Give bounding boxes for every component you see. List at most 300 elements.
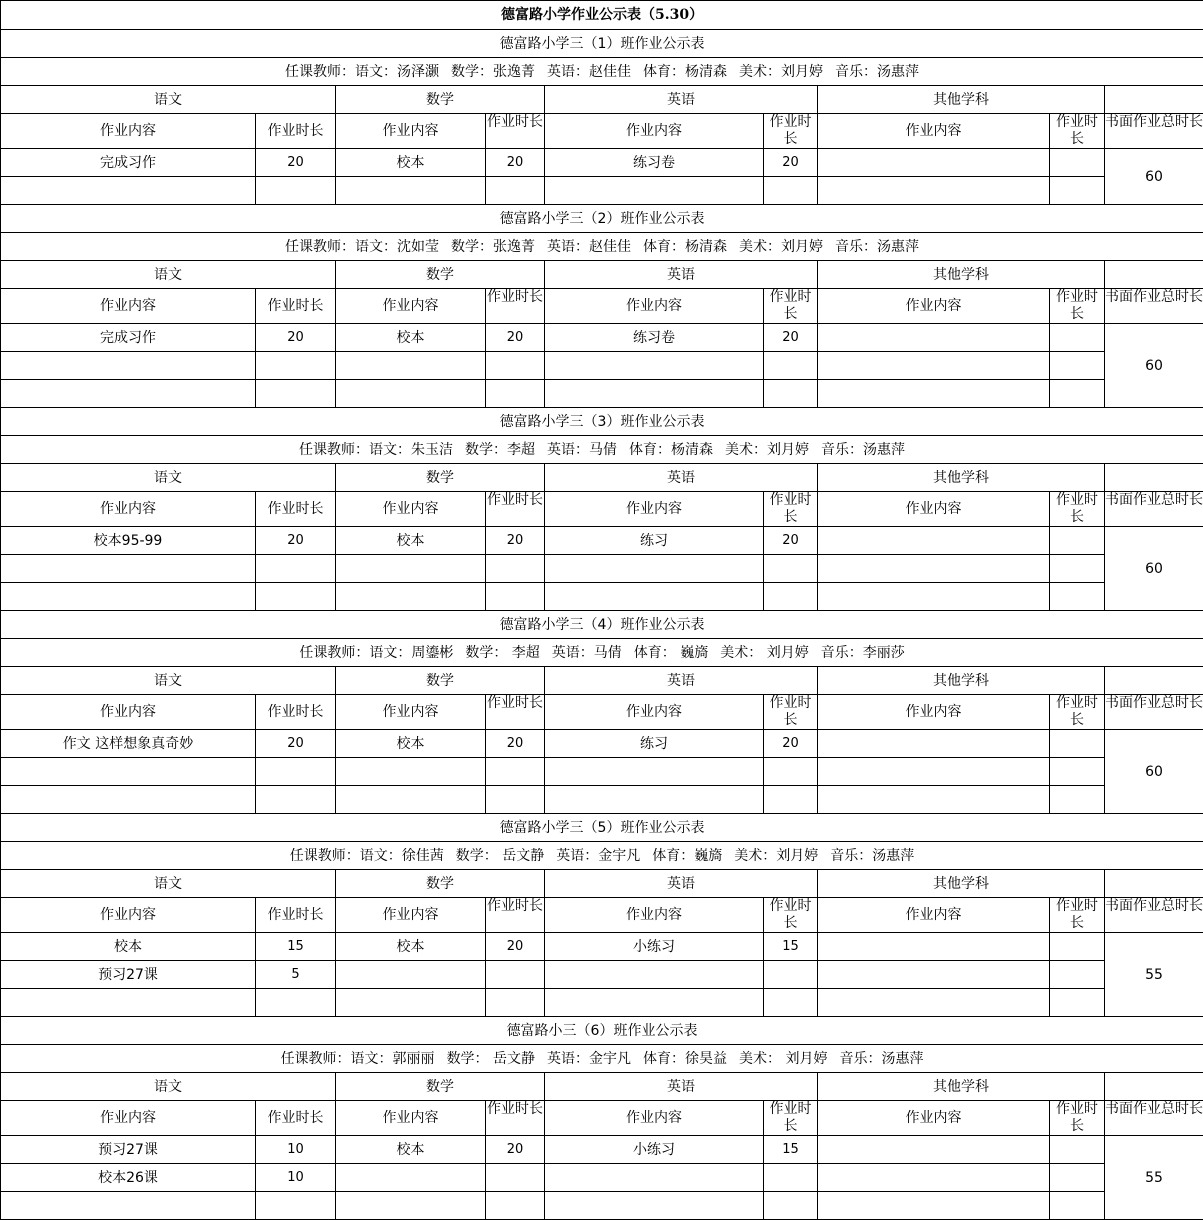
other-duration	[1050, 583, 1105, 611]
col-duration: 作业时长	[486, 492, 545, 527]
other-content	[818, 555, 1050, 583]
math-content	[336, 758, 486, 786]
other-content	[818, 583, 1050, 611]
col-duration: 作业时长	[764, 1101, 818, 1136]
math-duration: 20	[486, 527, 545, 555]
chinese-duration	[256, 583, 336, 611]
chinese-duration	[256, 177, 336, 205]
teacher-entry: 任课教师：语文：周鎏彬	[299, 645, 453, 661]
subject-other: 其他学科	[818, 86, 1105, 114]
english-duration	[764, 583, 818, 611]
english-content	[545, 352, 764, 380]
other-content	[818, 758, 1050, 786]
math-duration: 20	[486, 1136, 545, 1164]
teachers-row	[1, 1045, 1203, 1073]
chinese-duration	[256, 352, 336, 380]
other-content	[818, 961, 1050, 989]
teacher-entry: 美术： 刘月婷	[739, 1051, 827, 1067]
other-duration	[1050, 786, 1105, 814]
english-duration	[764, 961, 818, 989]
math-duration	[486, 555, 545, 583]
teacher-entry: 任课教师：语文：徐佳茜	[290, 848, 444, 864]
math-duration	[486, 1164, 545, 1192]
teacher-entry: 美术：刘月婷	[739, 239, 823, 255]
subject-math: 数学	[336, 870, 545, 898]
subject-math: 数学	[336, 667, 545, 695]
teacher-entry: 数学：张逸菁	[451, 64, 535, 80]
table-row	[1, 324, 1203, 352]
english-content	[545, 758, 764, 786]
col-content: 作业内容	[818, 898, 1050, 933]
table-row	[1, 1136, 1203, 1164]
english-duration	[764, 1192, 818, 1220]
teacher-entry: 数学：张逸菁	[451, 239, 535, 255]
math-duration	[486, 786, 545, 814]
chinese-duration	[256, 1192, 336, 1220]
table-row	[1, 380, 1203, 408]
teacher-entry: 英语：金宇凡	[556, 848, 640, 864]
table-row	[1, 989, 1203, 1017]
col-duration: 作业时长	[256, 1101, 336, 1136]
section-title: 德富路小学三（4）班作业公示表	[1, 611, 1203, 639]
math-content	[336, 786, 486, 814]
subject-other: 其他学科	[818, 870, 1105, 898]
empty-cell	[1105, 261, 1203, 289]
table-row	[1, 1164, 1203, 1192]
english-content	[545, 583, 764, 611]
col-total-duration: 书面作业总时长	[1105, 114, 1203, 149]
other-duration	[1050, 1192, 1105, 1220]
subject-other: 其他学科	[818, 1073, 1105, 1101]
col-duration: 作业时长	[486, 114, 545, 149]
math-content: 校本	[336, 933, 486, 961]
section-title: 德富路小三（6）班作业公示表	[1, 1017, 1203, 1045]
english-content	[545, 961, 764, 989]
english-content	[545, 1192, 764, 1220]
col-duration: 作业时长	[1050, 114, 1105, 149]
subject-other: 其他学科	[818, 261, 1105, 289]
english-duration: 20	[764, 149, 818, 177]
subject-header-row	[1, 667, 1203, 695]
table-row	[1, 786, 1203, 814]
teacher-entry: 美术：刘月婷	[725, 442, 809, 458]
table-row	[1, 961, 1203, 989]
chinese-duration: 10	[256, 1164, 336, 1192]
chinese-content	[1, 380, 256, 408]
other-content	[818, 324, 1050, 352]
math-duration: 20	[486, 149, 545, 177]
teacher-entry: 体育：巍旖	[652, 848, 722, 864]
chinese-content	[1, 1192, 256, 1220]
section-title-row	[1, 1017, 1203, 1045]
subject-english: 英语	[545, 870, 818, 898]
chinese-content: 校本26课	[1, 1164, 256, 1192]
subject-header-row	[1, 86, 1203, 114]
math-content: 校本	[336, 1136, 486, 1164]
english-duration: 15	[764, 933, 818, 961]
total-duration: 60	[1105, 149, 1203, 205]
section-title-row	[1, 205, 1203, 233]
math-duration	[486, 380, 545, 408]
english-duration: 15	[764, 1136, 818, 1164]
col-duration: 作业时长	[256, 289, 336, 324]
col-content: 作业内容	[545, 492, 764, 527]
col-duration: 作业时长	[486, 1101, 545, 1136]
chinese-duration	[256, 555, 336, 583]
table-row	[1, 583, 1203, 611]
col-content: 作业内容	[1, 492, 256, 527]
subject-english: 英语	[545, 464, 818, 492]
teachers-row	[1, 233, 1203, 261]
table-row	[1, 352, 1203, 380]
chinese-content	[1, 989, 256, 1017]
subject-english: 英语	[545, 667, 818, 695]
chinese-duration	[256, 989, 336, 1017]
total-duration: 55	[1105, 1136, 1203, 1220]
col-duration: 作业时长	[1050, 898, 1105, 933]
col-total-duration: 书面作业总时长	[1105, 695, 1203, 730]
other-content	[818, 352, 1050, 380]
chinese-content	[1, 555, 256, 583]
chinese-content	[1, 352, 256, 380]
section-title-row	[1, 814, 1203, 842]
subject-math: 数学	[336, 261, 545, 289]
col-total-duration: 书面作业总时长	[1105, 1101, 1203, 1136]
col-content: 作业内容	[1, 289, 256, 324]
column-header-row	[1, 492, 1203, 527]
math-duration	[486, 583, 545, 611]
teacher-entry: 音乐：李丽莎	[821, 645, 905, 661]
teachers-line	[1, 639, 1203, 667]
teacher-entry: 任课教师：语文：郭丽丽	[281, 1051, 435, 1067]
column-header-row	[1, 114, 1203, 149]
teachers-line	[1, 1045, 1203, 1073]
teacher-entry: 任课教师：语文：朱玉洁	[299, 442, 453, 458]
math-content	[336, 583, 486, 611]
math-content	[336, 352, 486, 380]
teachers-line	[1, 58, 1203, 86]
subject-math: 数学	[336, 464, 545, 492]
teacher-entry: 音乐：汤惠萍	[835, 239, 919, 255]
total-duration: 60	[1105, 730, 1203, 814]
teacher-entry: 音乐：汤惠萍	[835, 64, 919, 80]
teacher-entry: 英语：赵佳佳	[547, 239, 631, 255]
col-content: 作业内容	[818, 695, 1050, 730]
teachers-line	[1, 842, 1203, 870]
col-duration: 作业时长	[256, 492, 336, 527]
table-row	[1, 933, 1203, 961]
section-title-row	[1, 611, 1203, 639]
col-content: 作业内容	[818, 114, 1050, 149]
teacher-entry: 音乐：汤惠萍	[830, 848, 914, 864]
teacher-entry: 体育：徐昊益	[643, 1051, 727, 1067]
col-content: 作业内容	[336, 695, 486, 730]
english-duration	[764, 352, 818, 380]
col-duration: 作业时长	[1050, 1101, 1105, 1136]
col-duration: 作业时长	[1050, 289, 1105, 324]
english-content: 练习卷	[545, 324, 764, 352]
chinese-duration: 20	[256, 527, 336, 555]
teachers-row	[1, 58, 1203, 86]
other-duration	[1050, 324, 1105, 352]
total-duration: 60	[1105, 324, 1203, 408]
math-duration: 20	[486, 324, 545, 352]
table-row	[1, 555, 1203, 583]
other-content	[818, 1192, 1050, 1220]
subject-chinese: 语文	[1, 86, 336, 114]
chinese-content: 作文 这样想象真奇妙	[1, 730, 256, 758]
math-content	[336, 555, 486, 583]
table-row	[1, 730, 1203, 758]
col-content: 作业内容	[545, 289, 764, 324]
teacher-entry: 体育：杨清森	[643, 64, 727, 80]
other-duration	[1050, 555, 1105, 583]
other-duration	[1050, 1136, 1105, 1164]
subject-header-row	[1, 464, 1203, 492]
col-content: 作业内容	[336, 898, 486, 933]
math-duration	[486, 352, 545, 380]
chinese-duration: 5	[256, 961, 336, 989]
chinese-duration	[256, 758, 336, 786]
chinese-content	[1, 758, 256, 786]
teacher-entry: 任课教师：语文：汤泽灏	[285, 64, 439, 80]
chinese-duration: 20	[256, 324, 336, 352]
col-duration: 作业时长	[486, 695, 545, 730]
empty-cell	[1105, 464, 1203, 492]
col-total-duration: 书面作业总时长	[1105, 898, 1203, 933]
english-content: 练习	[545, 730, 764, 758]
math-duration	[486, 758, 545, 786]
col-content: 作业内容	[818, 289, 1050, 324]
col-content: 作业内容	[545, 1101, 764, 1136]
col-duration: 作业时长	[764, 492, 818, 527]
subject-other: 其他学科	[818, 464, 1105, 492]
teacher-entry: 美术：刘月婷	[739, 64, 823, 80]
teachers-line	[1, 436, 1203, 464]
teacher-entry: 数学：李超	[465, 442, 535, 458]
col-duration: 作业时长	[486, 898, 545, 933]
english-content: 练习	[545, 527, 764, 555]
section-title-row	[1, 30, 1203, 58]
chinese-content: 预习27课	[1, 961, 256, 989]
section-title-row	[1, 408, 1203, 436]
english-duration	[764, 177, 818, 205]
col-duration: 作业时长	[1050, 492, 1105, 527]
math-duration	[486, 961, 545, 989]
other-duration	[1050, 527, 1105, 555]
subject-english: 英语	[545, 261, 818, 289]
other-duration	[1050, 380, 1105, 408]
col-duration: 作业时长	[1050, 695, 1105, 730]
col-duration: 作业时长	[764, 289, 818, 324]
math-content: 校本	[336, 149, 486, 177]
column-header-row	[1, 695, 1203, 730]
column-header-row	[1, 1101, 1203, 1136]
page-title: 德富路小学作业公示表（5.30）	[1, 1, 1203, 30]
english-content: 练习卷	[545, 149, 764, 177]
subject-header-row	[1, 870, 1203, 898]
other-duration	[1050, 1164, 1105, 1192]
teacher-entry: 数学： 李超	[465, 645, 539, 661]
other-content	[818, 527, 1050, 555]
col-content: 作业内容	[1, 695, 256, 730]
math-content	[336, 380, 486, 408]
other-content	[818, 989, 1050, 1017]
chinese-duration	[256, 786, 336, 814]
section-title: 德富路小学三（1）班作业公示表	[1, 30, 1203, 58]
col-content: 作业内容	[336, 114, 486, 149]
chinese-duration: 15	[256, 933, 336, 961]
table-row	[1, 527, 1203, 555]
english-duration	[764, 555, 818, 583]
chinese-content	[1, 583, 256, 611]
teacher-entry: 体育：杨清森	[629, 442, 713, 458]
col-total-duration: 书面作业总时长	[1105, 289, 1203, 324]
teachers-row	[1, 436, 1203, 464]
other-duration	[1050, 177, 1105, 205]
english-duration: 20	[764, 527, 818, 555]
subject-chinese: 语文	[1, 870, 336, 898]
col-content: 作业内容	[545, 114, 764, 149]
chinese-content: 校本	[1, 933, 256, 961]
table-row	[1, 149, 1203, 177]
column-header-row	[1, 289, 1203, 324]
subject-math: 数学	[336, 1073, 545, 1101]
teacher-entry: 体育： 巍旖	[634, 645, 708, 661]
english-duration	[764, 758, 818, 786]
teachers-line	[1, 233, 1203, 261]
math-duration: 20	[486, 730, 545, 758]
other-duration	[1050, 730, 1105, 758]
teacher-entry: 英语：马倩	[547, 442, 617, 458]
col-content: 作业内容	[1, 898, 256, 933]
english-duration	[764, 989, 818, 1017]
other-duration	[1050, 758, 1105, 786]
chinese-duration: 20	[256, 730, 336, 758]
col-content: 作业内容	[336, 289, 486, 324]
math-content	[336, 989, 486, 1017]
chinese-content: 完成习作	[1, 324, 256, 352]
col-total-duration: 书面作业总时长	[1105, 492, 1203, 527]
other-duration	[1050, 961, 1105, 989]
empty-cell	[1105, 870, 1203, 898]
english-content	[545, 786, 764, 814]
other-content	[818, 1136, 1050, 1164]
teacher-entry: 音乐：汤惠萍	[821, 442, 905, 458]
col-duration: 作业时长	[764, 695, 818, 730]
subject-header-row	[1, 1073, 1203, 1101]
section-title: 德富路小学三（5）班作业公示表	[1, 814, 1203, 842]
subject-chinese: 语文	[1, 261, 336, 289]
chinese-content: 预习27课	[1, 1136, 256, 1164]
teacher-entry: 美术： 刘月婷	[720, 645, 808, 661]
col-duration: 作业时长	[764, 114, 818, 149]
other-duration	[1050, 989, 1105, 1017]
col-content: 作业内容	[545, 695, 764, 730]
subject-other: 其他学科	[818, 667, 1105, 695]
subject-english: 英语	[545, 86, 818, 114]
other-content	[818, 149, 1050, 177]
other-content	[818, 786, 1050, 814]
other-content	[818, 177, 1050, 205]
math-content: 校本	[336, 324, 486, 352]
col-content: 作业内容	[336, 1101, 486, 1136]
col-duration: 作业时长	[486, 289, 545, 324]
english-content	[545, 177, 764, 205]
chinese-duration: 20	[256, 149, 336, 177]
chinese-content: 校本95-99	[1, 527, 256, 555]
teacher-entry: 体育：杨清森	[643, 239, 727, 255]
teacher-entry: 英语：赵佳佳	[547, 64, 631, 80]
english-duration: 20	[764, 730, 818, 758]
math-duration	[486, 1192, 545, 1220]
math-content	[336, 177, 486, 205]
teacher-entry: 音乐：汤惠萍	[839, 1051, 923, 1067]
english-content	[545, 380, 764, 408]
col-duration: 作业时长	[256, 695, 336, 730]
math-content	[336, 1164, 486, 1192]
total-duration: 60	[1105, 527, 1203, 611]
english-duration	[764, 786, 818, 814]
math-content	[336, 961, 486, 989]
subject-header-row	[1, 261, 1203, 289]
teacher-entry: 美术：刘月婷	[734, 848, 818, 864]
math-duration: 20	[486, 933, 545, 961]
english-content	[545, 989, 764, 1017]
column-header-row	[1, 898, 1203, 933]
teachers-row	[1, 842, 1203, 870]
english-duration	[764, 380, 818, 408]
teacher-entry: 数学： 岳文静	[447, 1051, 535, 1067]
col-content: 作业内容	[818, 492, 1050, 527]
chinese-duration: 10	[256, 1136, 336, 1164]
chinese-content: 完成习作	[1, 149, 256, 177]
col-duration: 作业时长	[256, 898, 336, 933]
math-duration	[486, 989, 545, 1017]
subject-chinese: 语文	[1, 1073, 336, 1101]
empty-cell	[1105, 1073, 1203, 1101]
col-duration: 作业时长	[764, 898, 818, 933]
empty-cell	[1105, 86, 1203, 114]
chinese-content	[1, 786, 256, 814]
chinese-content	[1, 177, 256, 205]
other-duration	[1050, 149, 1105, 177]
english-content	[545, 555, 764, 583]
col-content: 作业内容	[818, 1101, 1050, 1136]
table-row	[1, 758, 1203, 786]
chinese-duration	[256, 380, 336, 408]
other-content	[818, 730, 1050, 758]
other-duration	[1050, 933, 1105, 961]
other-content	[818, 933, 1050, 961]
col-duration: 作业时长	[256, 114, 336, 149]
math-content	[336, 1192, 486, 1220]
subject-chinese: 语文	[1, 464, 336, 492]
subject-english: 英语	[545, 1073, 818, 1101]
section-title: 德富路小学三（2）班作业公示表	[1, 205, 1203, 233]
english-content: 小练习	[545, 933, 764, 961]
english-duration: 20	[764, 324, 818, 352]
col-content: 作业内容	[545, 898, 764, 933]
col-content: 作业内容	[336, 492, 486, 527]
teacher-entry: 数学： 岳文静	[456, 848, 544, 864]
english-content	[545, 1164, 764, 1192]
math-duration	[486, 177, 545, 205]
subject-math: 数学	[336, 86, 545, 114]
other-content	[818, 380, 1050, 408]
teacher-entry: 英语：金宇凡	[547, 1051, 631, 1067]
table-row	[1, 1192, 1203, 1220]
